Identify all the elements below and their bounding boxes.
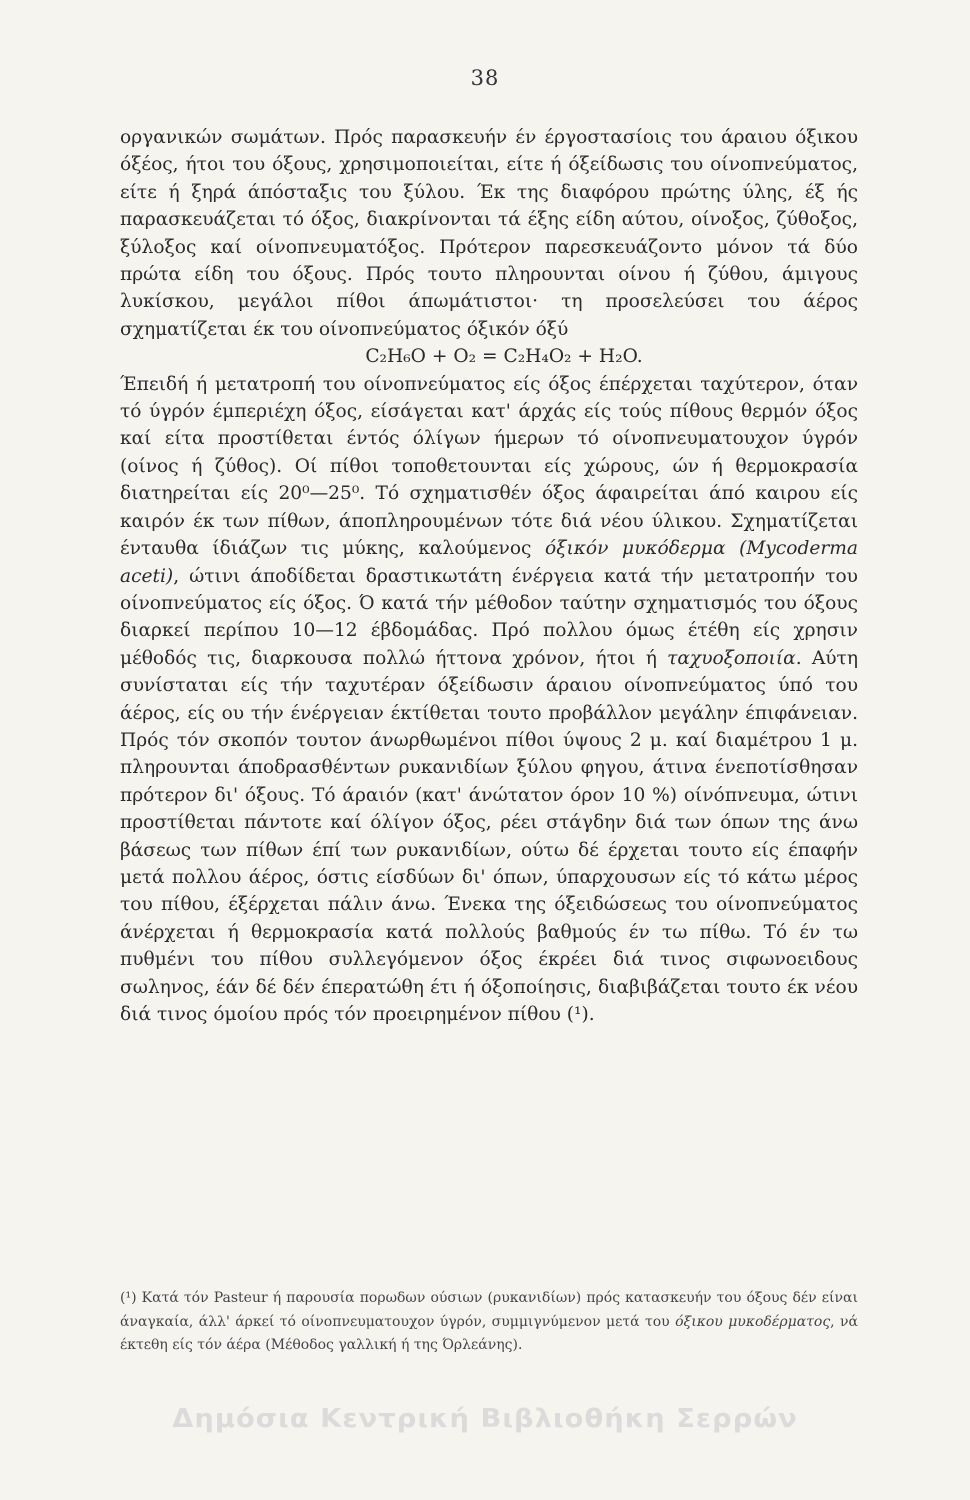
footnote-text: , νά έκτεθη είς τόν άέρα (Μέθοδος γαλλική ή της Όρλεάνης).	[120, 1313, 858, 1353]
mycoderma-latin-term: (Mycoderma aceti)	[120, 538, 858, 587]
paragraph-text: οργανικών σωμάτων. Πρός παρασκευήν έν έργοστασίοις του άραιου όξικου όξέος, ήτοι του όξους, χρησιμοποιείται, είτε ή όξείδωσις του οίνοπνεύματος, είτε ή ξηρά άπόσταξις του ξύλου. Έκ της διαφόρου πρώτης ύλης, έξ ής παρασκευάζεται τό όξος, διακρίνονται τά έξης είδη αύτου, οίνοξος, ζύθοξος, ξύλοξος καί οίνοπνευματόξος. Πρότερον παρεσκευάζοντο μόνον τά δύο πρώτα είδη του όξους. Πρός τουτο πληρουνται οίνου ή ζύθου, άμιγους λυκίσκου, μεγάλοι πίθοι άπωμάτιστοι· τη προσελεύσει του άέρος σχηματίζεται έκ του οίνοπνεύματος όξικόν όξύ	[120, 127, 858, 340]
footnote-italic-term: όξικου μυκοδέρματος	[675, 1313, 831, 1330]
paragraph	[120, 124, 858, 343]
equation-left: C₂H₆O + O₂	[365, 346, 477, 368]
equation-right: C₂H₄O₂ + H₂O.	[503, 346, 643, 368]
paragraph	[120, 371, 858, 1029]
paragraph-text: . Αύτη συνίσταται είς τήν ταχυτέραν όξείδωσιν άραιου οίνοπνεύματος ύπό του άέρος, είς ου τήν ένέργειαν έκτίθεται τουτο προβάλλον μεγάλην έπιφάνειαν. Πρός τόν σκοπόν τουτον άνωρθωμένοι πίθοι ύψους 2 μ. καί διαμέτρου 1 μ. πληρουνται άποδρασθέντων ρυκανιδίων ξύλου φηγου, άτινα ένεποτίσθησαν πρότερον δι' όξους. Τό άραιόν (κατ' άνώτατον όρον 10 %) οίνόπνευμα, ώτινι προστίθεται πάντοτε καί όλίγον όξος, ρέει στάγδην διά των όπων της άνω βάσεως των πίθων έπί των ρυκανιδίων, ούτω δέ έρχεται τουτο είς έπαφήν μετά πολλου άέρος, όστις είσδύων δι' όπων, ύπαρχουσων είς τό κάτω μέρος του πίθου, έξέρχεται πάλιν άνω. Ένεκα της όξειδώσεως του οίνοπνεύματος άνέρχεται ή θερμοκρασία κατά πολλούς βαθμούς έν τω πίθω. Τό έν τω πυθμένι του πίθου συλλεγόμενον όξος έκρέει διά τινος σιφωνοειδους σωληνος, έάν δέ δέν έπερατώθη έτι ή όξοποίησις, διαβιβάζεται τουτο έκ νέου διά τινος όμοίου πρός τόν προειρημένον πίθου (¹).	[120, 647, 858, 1025]
page-number: 38	[470, 66, 500, 90]
paragraph-text: Έπειδή ή μετατροπή του οίνοπνεύματος είς όξος έπέρχεται ταχύτερον, όταν τό ύγρόν έμπεριέχη όξος, είσάγεται κατ' άρχάς είς τούς πίθους θερμόν όξος καί είτα προστίθεται έντός όλίγων ήμερων τό οίνοπνευματουχον ύγρόν (οίνος ή ζύθος). Οί πίθοι τοποθετουνται είς χώρους, ών ή θερμοκρασία διατηρείται είς 20⁰—25⁰. Τό σχηματισθέν όξος άφαιρείται άπό καιρου είς καιρόν έκ των πίθων, άποπληρουμένων τότε διά νέου ύλικου. Σχηματίζεται ένταυθα ίδιάζων τις μύκης, καλούμενος	[120, 373, 858, 560]
library-stamp: Δημόσια Κεντρική Βιβλιοθήκη Σερρών	[172, 1404, 798, 1434]
footnote-text: Κατά τόν Pasteur ή παρουσία πορωδων ούσιων (ρυκανιδίων) πρός κατασκευήν του όξους δέν είναι άναγκαία, άλλ' άρκεί τό οίνοπνευματουχον ύγρόν, συμμιγνύμενον μετά του	[120, 1290, 858, 1330]
body-text	[120, 124, 858, 1028]
footnote-marker: (¹)	[120, 1290, 137, 1306]
chemical-equation	[120, 343, 858, 370]
paragraph-text: , ώτινι άποδίδεται δραστικωτάτη ένέργεια κατά τήν μετατροπήν του οίνοπνεύματος είς όξος. Ό κατά τήν μέθοδον ταύτην σχηματισμός του όξους διαρκεί περίπου 10—12 έβδομάδας. Πρό πολλου όμως έτέθη είς χρησιν μέθοδός τις, διαρκουσα πολλώ ήττονα χρόνον, ήτοι ή	[120, 565, 858, 669]
taxyoxopoiia-term: ταχυοξοποιία	[667, 647, 796, 669]
footnote	[120, 1287, 858, 1358]
mycoderma-greek-term: όξικόν μυκόδερμα	[545, 538, 726, 560]
equals-sign: =	[481, 346, 498, 368]
